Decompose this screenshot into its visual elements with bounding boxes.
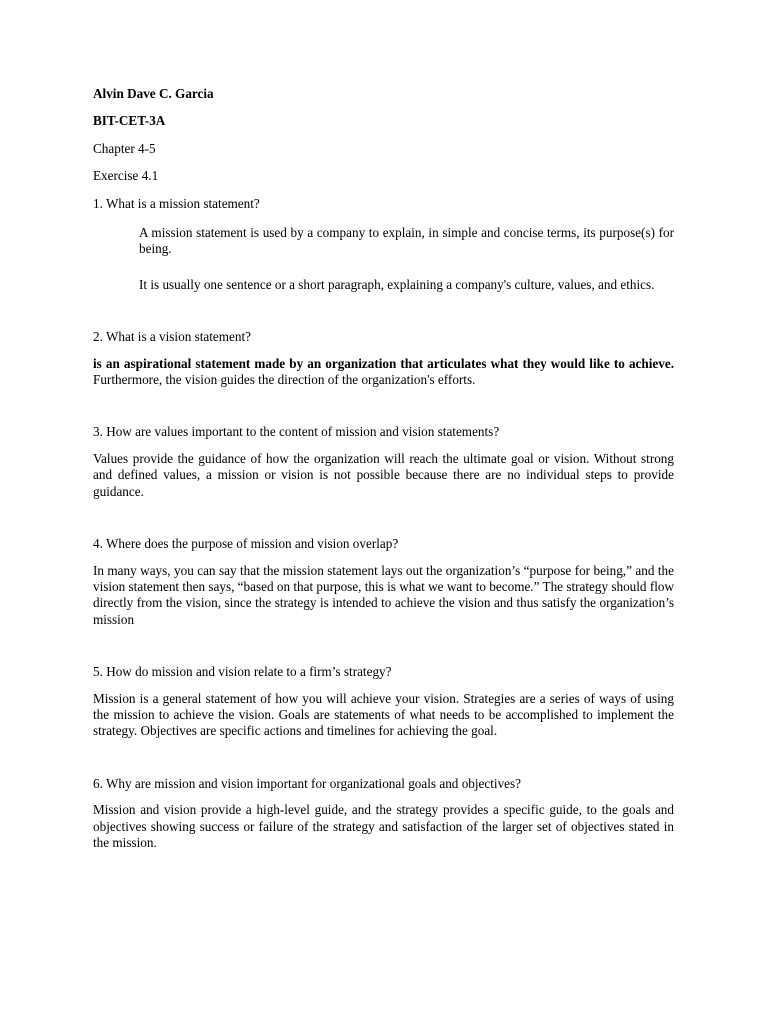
answer-2: [93, 356, 674, 389]
question-4: 4. Where does the purpose of mission and vision overlap?: [93, 536, 399, 552]
answer-4: In many ways, you can say that the mission statement lays out the organization’s “purpose for being,” and the vision statement then says, “based on that purpose, this is what we want to become.” The strategy should flow directly from the vision, since the strategy is intended to achieve the vision and thus satisfy the organization’s mission: [93, 562, 674, 627]
question-6: 6. Why are mission and vision important for organizational goals and objectives?: [93, 775, 522, 791]
answer-2-bold: is an aspirational statement made by an organization that articulates what they would like to achieve.: [93, 355, 674, 371]
author-name: Alvin Dave C. Garcia: [93, 86, 214, 101]
answer-6: Mission and vision provide a high-level guide, and the strategy provides a specific guide, to the goals and objectives showing success or failure of the strategy and satisfaction of the larger set of objectives stated in the mission.: [93, 802, 674, 850]
document-page: [93, 86, 674, 862]
answer-1-para-1: A mission statement is used by a company to explain, in simple and concise terms, its purpose(s) for being.: [139, 225, 674, 257]
answer-2-rest: Furthermore, the vision guides the direction of the organization's efforts.: [93, 372, 476, 388]
question-2: 2. What is a vision statement?: [93, 329, 251, 345]
answer-1-para-2: It is usually one sentence or a short paragraph, explaining a company's culture, values, and ethics.: [139, 276, 655, 292]
question-1: 1. What is a mission statement?: [93, 195, 260, 211]
answer-3: Values provide the guidance of how the organization will reach the ultimate goal or vision. Without strong and defined values, a mission or vision is not possible because there are no individual steps to provide guidance.: [93, 450, 674, 499]
chapter-label: Chapter 4-5: [93, 140, 156, 156]
question-3: 3. How are values important to the content of mission and vision statements?: [93, 424, 500, 440]
exercise-label: Exercise 4.1: [93, 168, 159, 184]
question-5: 5. How do mission and vision relate to a firm’s strategy?: [93, 664, 392, 680]
class-section: BIT-CET-3A: [93, 113, 166, 129]
answer-5: Mission is a general statement of how you will achieve your vision. Strategies are a series of ways of using the mission to achieve the vision. Goals are statements of what needs to be accomplished to implement the strategy. Objectives are specific actions and timelines for achieving the goal.: [93, 690, 674, 739]
